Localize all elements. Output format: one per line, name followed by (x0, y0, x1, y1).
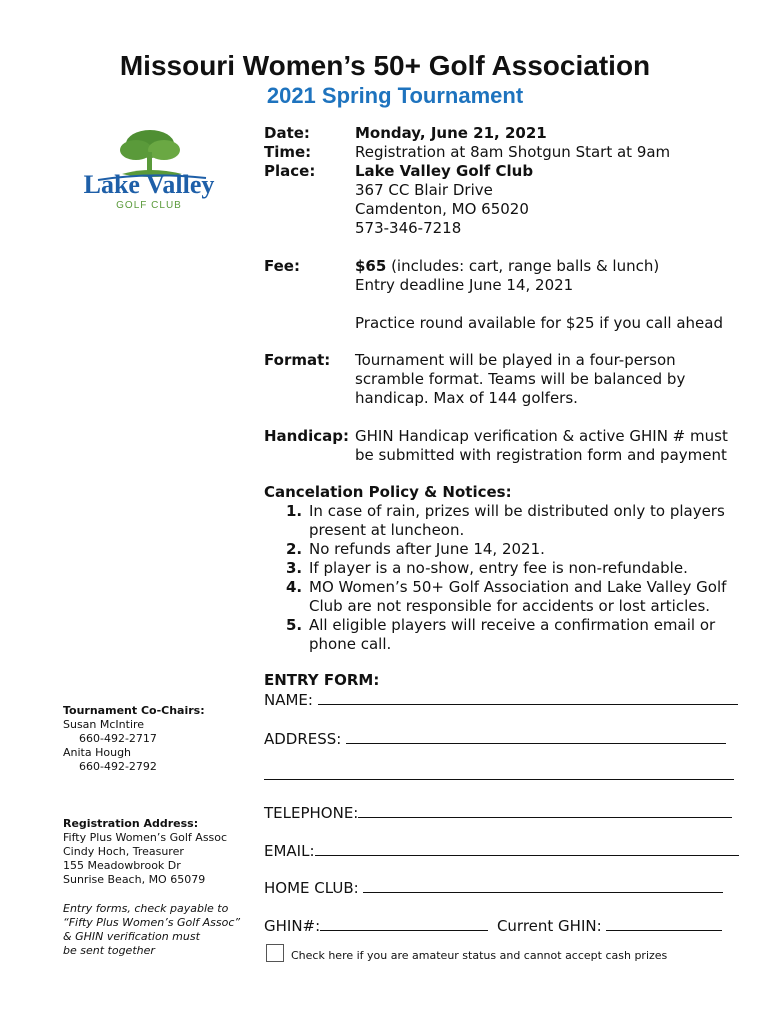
home-club-row (264, 878, 723, 898)
practice-round: Practice round available for $25 if you call ahead (355, 314, 723, 332)
lake-valley-logo (78, 128, 220, 218)
venue-phone: 573-346-7218 (355, 219, 462, 237)
email-row (264, 841, 739, 861)
email-field[interactable] (315, 841, 739, 856)
format-label: Format: (264, 351, 331, 369)
address-row (264, 729, 726, 749)
date-label: Date: (264, 124, 310, 142)
current-ghin-label: Current GHIN: (496, 917, 602, 935)
registration-heading: Registration Address: (63, 817, 199, 830)
handicap-line-1: GHIN Handicap verification & active GHIN # must (355, 427, 728, 445)
page-subtitle: 2021 Spring Tournament (266, 83, 524, 108)
amateur-status-checkbox[interactable] (266, 944, 284, 962)
home-club-label: HOME CLUB: (264, 879, 359, 897)
registration-line-1: Fifty Plus Women’s Golf Assoc (63, 831, 228, 844)
list-item: 4. MO Women’s 50+ Golf Association and Lake Valley Golf Club are not responsible for accidents or lost articles. (286, 578, 727, 615)
logo-subtext: GOLF CLUB (116, 200, 182, 211)
time-label: Time: (264, 143, 312, 161)
entry-note-1: Entry forms, check payable to (63, 902, 229, 915)
venue-address-2: Camdenton, MO 65020 (355, 200, 529, 218)
event-date: Monday, June 21, 2021 (355, 124, 547, 142)
entry-note-3: & GHIN verification must (63, 930, 200, 943)
current-ghin-field[interactable] (606, 916, 722, 931)
chair-2-name: Anita Hough (63, 746, 132, 759)
email-label: EMAIL: (264, 842, 315, 860)
venue-address-1: 367 CC Blair Drive (355, 181, 493, 199)
fee-label: Fee: (264, 257, 300, 275)
registration-line-4: Sunrise Beach, MO 65079 (63, 873, 206, 886)
fee-line (355, 257, 659, 276)
event-time: Registration at 8am Shotgun Start at 9am (355, 143, 671, 161)
list-item: 3. If player is a no-show, entry fee is non-refundable. (286, 559, 688, 577)
name-field[interactable] (318, 690, 738, 705)
fee-amount: $65 (355, 257, 387, 275)
ghin-row (264, 916, 722, 936)
page-title: Missouri Women’s 50+ Golf Association (119, 50, 651, 81)
format-line-3: handicap. Max of 144 golfers. (355, 389, 578, 407)
cancelation-heading: Cancelation Policy & Notices: (264, 483, 512, 501)
registration-line-2: Cindy Hoch, Treasurer (63, 845, 184, 858)
address-field[interactable] (346, 729, 726, 744)
cancelation-list (264, 502, 754, 654)
address-field-line-2[interactable] (264, 766, 734, 780)
cochairs-block (63, 704, 253, 774)
registration-block (63, 817, 253, 887)
logo-wordmark: Lake Valley (83, 170, 215, 199)
entry-note-block (63, 902, 263, 958)
chair-1-phone: 660-492-2717 (79, 732, 157, 745)
entry-form-heading: ENTRY FORM: (264, 671, 380, 689)
amateur-status-label: Check here if you are amateur status and cannot accept cash prizes (291, 949, 668, 962)
telephone-label: TELEPHONE: (264, 804, 359, 822)
handicap-label: Handicap: (264, 427, 349, 445)
entry-note-2: “Fifty Plus Women’s Golf Assoc” (63, 916, 241, 929)
registration-line-3: 155 Meadowbrook Dr (63, 859, 181, 872)
list-item: 1. In case of rain, prizes will be distributed only to players present at luncheon. (286, 502, 725, 539)
list-item: 5. All eligible players will receive a confirmation email or phone call. (286, 616, 716, 653)
ghin-label: GHIN#: (264, 917, 321, 935)
format-line-1: Tournament will be played in a four-person (355, 351, 676, 369)
place-label: Place: (264, 162, 316, 180)
venue-name: Lake Valley Golf Club (355, 162, 534, 180)
list-item: 2. No refunds after June 14, 2021. (286, 540, 545, 558)
chair-2-phone: 660-492-2792 (79, 760, 157, 773)
ghin-field[interactable] (320, 916, 488, 931)
fee-includes: (includes: cart, range balls & lunch) (386, 257, 660, 275)
entry-deadline: Entry deadline June 14, 2021 (355, 276, 574, 294)
handicap-line-2: be submitted with registration form and payment (355, 446, 727, 464)
home-club-field[interactable] (363, 878, 723, 893)
entry-note-4: be sent together (63, 944, 155, 957)
name-label: NAME: (264, 691, 313, 709)
telephone-row (264, 803, 732, 823)
address-label: ADDRESS: (264, 730, 342, 748)
name-row (264, 690, 738, 710)
chair-1-name: Susan McIntire (63, 718, 145, 731)
telephone-field[interactable] (358, 803, 732, 818)
format-line-2: scramble format. Teams will be balanced by (355, 370, 686, 388)
cochairs-heading: Tournament Co-Chairs: (63, 704, 205, 717)
